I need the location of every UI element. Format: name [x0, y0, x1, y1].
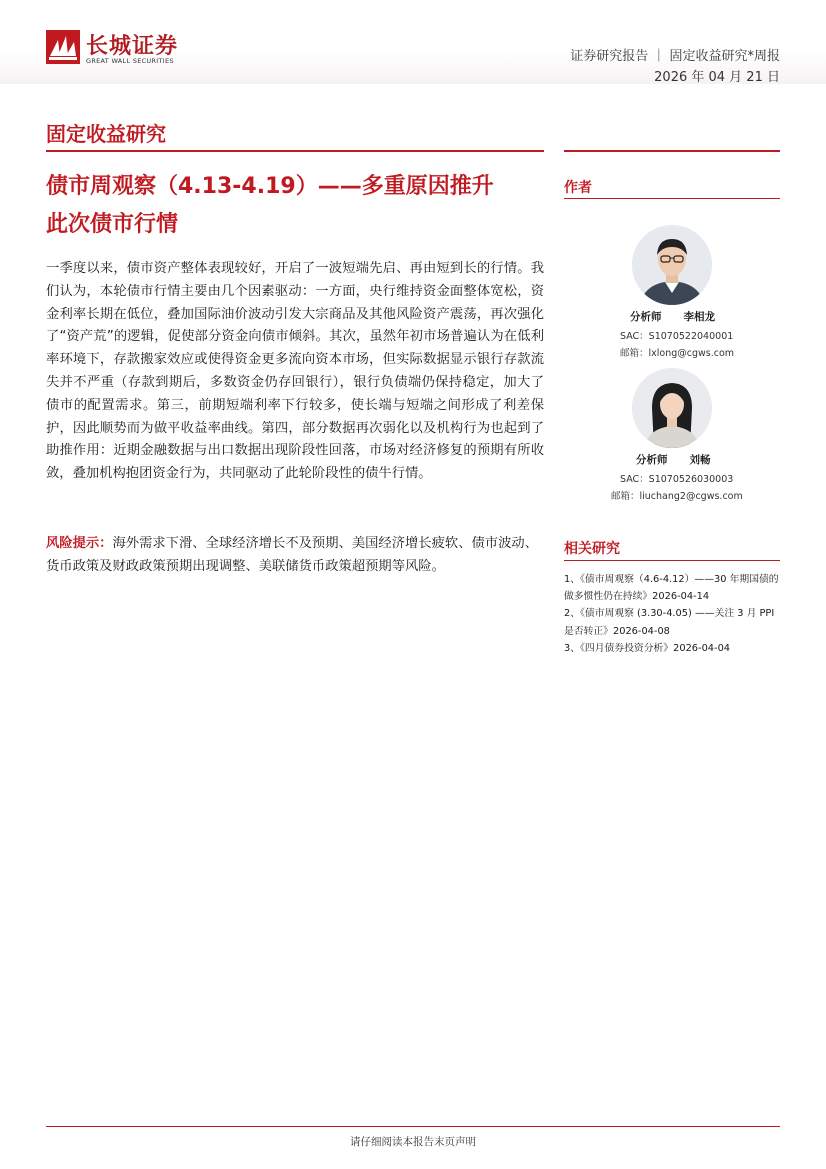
analyst-1-email: 邮箱：lxlong@cgws.com: [620, 348, 735, 359]
analyst-2-email: 邮箱：liuchang2@cgws.com: [611, 491, 743, 502]
logo-english-name: GREAT WALL SECURITIES: [86, 57, 174, 65]
company-logo: [46, 28, 186, 68]
analyst-2-role: 分析师: [636, 454, 668, 466]
great-wall-logo-icon: [46, 30, 80, 64]
divider: [564, 198, 780, 199]
report-title: [46, 168, 544, 244]
analyst-2-name: 刘畅: [689, 454, 711, 466]
logo-chinese-name: 长城证券: [86, 34, 179, 59]
analyst-1-sac: SAC：S1070522040001: [620, 331, 734, 342]
related-research-heading: 相关研究: [564, 541, 620, 557]
risk-warning: [46, 533, 544, 579]
summary-paragraph: 一季度以来，债市资产整体表现较好，开启了一波短端先启、再由短到长的行情。我们认为，本轮债市行情主要由几个因素驱动：一方面，央行维持资金面整体宽松，资金利率长期在低位，叠加国际油价波动引发大宗商品及其他风险资产震荡，再次强化了“资产荒”的逻辑，促使部分资金向债市倾斜。其次，虽然年初市场普遍认为在低利率环境下，存款搬家效应或使得资金更多流向资本市场，但实际数据显示银行存款流失并不严重（存款到期后，多数资金仍存回银行），银行负债端仍保持稳定，加大了债市的配置需求。第三，前期短端利率下行较多，使长端与短端之间形成了利差保护，因此顺势而为做平收益率曲线。第四，部分数据再次弱化以及机构行为也起到了助推作用：近期金融数据与出口数据出现阶段性回落，市场对经济修复的预期有所收敛，叠加机构抱团资金行为，共同驱动了此轮阶段性的债牛行情。: [46, 261, 544, 482]
person-icon: [632, 368, 712, 448]
analyst-photo-avatar: [632, 225, 712, 305]
report-title-line-2: 此次债市行情: [46, 212, 179, 237]
analyst-2-sac: SAC：S1070526030003: [620, 474, 734, 485]
footer-disclaimer: 请仔细阅读本报告末页声明: [350, 1136, 476, 1148]
report-title-line-1: 债市周观察（4.13-4.19）——多重原因推升: [46, 174, 494, 199]
analyst-1-role: 分析师: [630, 311, 662, 323]
footer-divider: [46, 1126, 780, 1127]
risk-warning-text: 海外需求下滑、全球经济增长不及预期、美国经济增长疲软、债市波动、货币政策及财政政策预期出现调整、美联储货币政策超预期等风险。: [46, 536, 538, 574]
report-type: 证券研究报告 ｜ 固定收益研究*周报: [570, 49, 780, 64]
analyst-1-title: [630, 309, 715, 324]
list-item[interactable]: 3、《四月债券投资分析》2026-04-04: [564, 642, 731, 654]
divider: [564, 150, 780, 152]
list-item[interactable]: 2、《债市周观察 (3.30-4.05) ——关注 3 月 PPI 是否转正》2026-04-08: [564, 608, 775, 637]
related-research-list: [564, 571, 780, 657]
divider: [564, 560, 780, 561]
divider: [46, 150, 544, 152]
list-item[interactable]: 1、《债市周观察（4.6-4.12）——30 年期国债的做多惯性仍在持续》2026-04-14: [564, 574, 779, 603]
analyst-2-title: [636, 452, 711, 467]
report-date: 2026 年 04 月 21 日: [654, 70, 780, 85]
risk-warning-label: 风险提示：: [46, 536, 113, 551]
person-icon: [632, 225, 712, 305]
analyst-1-name: 李相龙: [683, 311, 715, 323]
authors-heading: 作者: [564, 180, 592, 196]
header-meta: [570, 46, 780, 88]
section-title: 固定收益研究: [46, 122, 166, 146]
analyst-photo-avatar: [632, 368, 712, 448]
